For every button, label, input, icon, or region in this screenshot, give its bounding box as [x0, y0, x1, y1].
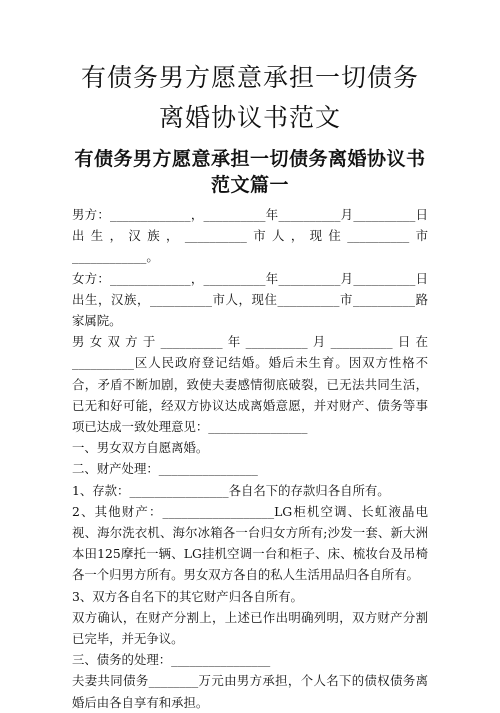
paragraph-husband-info: 男方：_____________，__________年__________月__________日出生，汉族，__________市人，现住__________市____________。: [72, 207, 428, 265]
paragraph-clause-3: 三、债务的处理：________________: [72, 652, 271, 668]
paragraph-wife-info: 女方：_____________，__________年__________月__________日出生，汉族，__________市人，现住__________市__________路家属院。: [72, 270, 428, 329]
paragraph-clause-2: 二、财产处理：________________: [72, 461, 258, 477]
paragraph-deposits: 1、存款：________________各自名下的存款归各自所有。: [72, 482, 390, 498]
paragraph-other-assets: 3、双方各自名下的其它财产归各自所有。: [72, 588, 303, 604]
paragraph-clause-1: 一、男女双方自愿离婚。: [72, 440, 209, 456]
paragraph-confirmation: 双方确认，在财产分割上，上述已作出明确列明，双方财产分割已完毕，并无争议。: [72, 609, 428, 647]
document-title: 有债务男方愿意承担一切债务离婚协议书范文: [80, 63, 419, 132]
paragraph-other-property: 2、其他财产：__________________LG柜机空调、长虹液晶电视、海尔洗衣机、海尔冰箱各一台归女方所有;沙发一套、新大洲本田125摩托一辆、LG挂机空调一台和柜子、床、梳妆台及吊椅各一个归男方所有。男女双方各自的私人生活用品归各自所有。: [72, 503, 428, 583]
paragraph-debts: 夫妻共同债务________万元由男方承担，个人名下的债权债务离婚后由各自享有和承担。: [72, 673, 428, 710]
section-heading: 有债务男方愿意承担一切债务离婚协议书范文篇一: [74, 148, 426, 196]
document-body: [72, 204, 428, 713]
paragraph-marriage-info: 男女双方于__________年__________月__________日在__________区人民政府登记结婚。婚后未生育。因双方性格不合，矛盾不断加剧，致使夫妻感情彻底破裂，已无法共同生活，已无和好可能，经双方协议达成离婚意愿，并对财产、债务等事项已达成一致处理意见：________________: [72, 334, 428, 435]
